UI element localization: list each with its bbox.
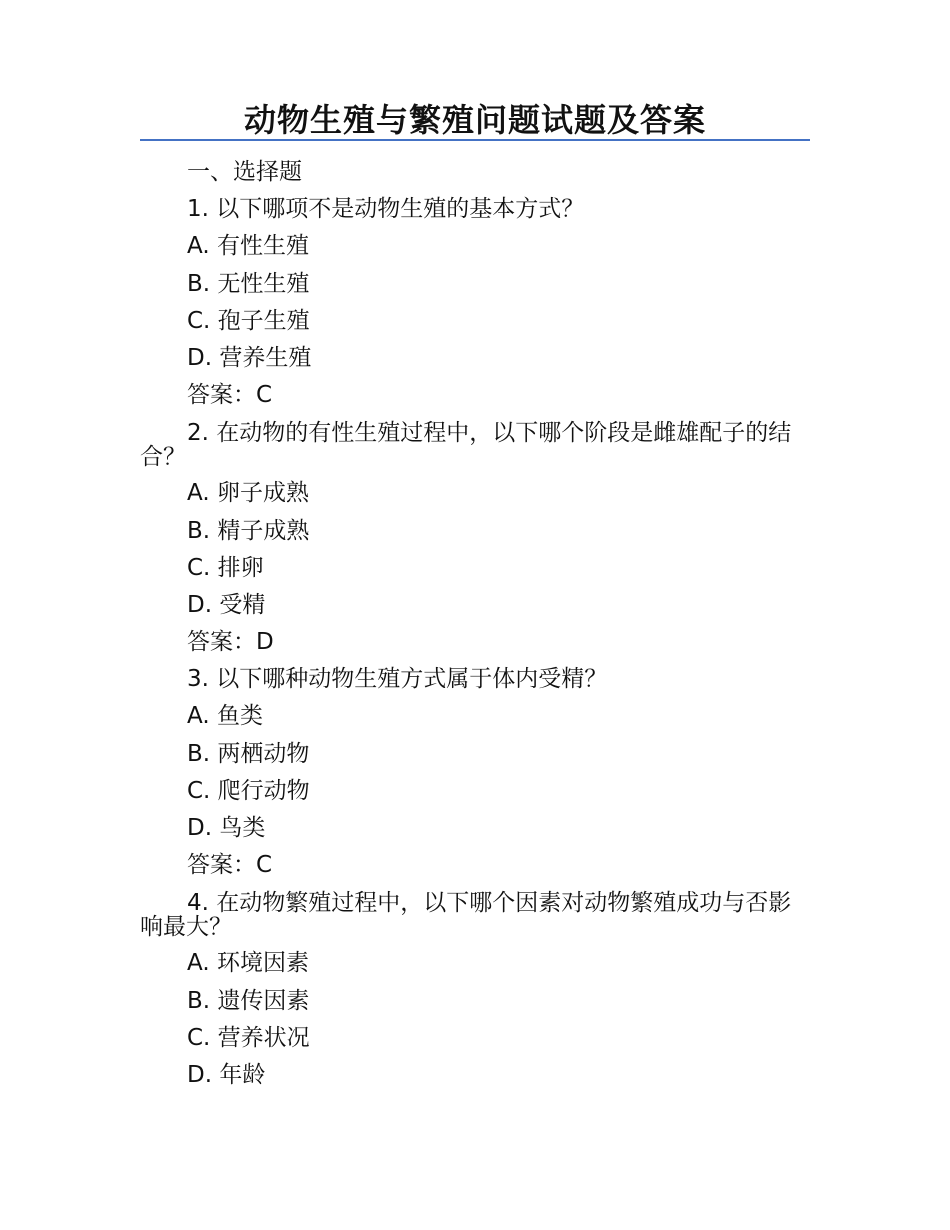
option-b: B. 遗传因素 [187,987,310,1014]
option-c: C. 孢子生殖 [187,307,310,334]
document-body [140,154,810,1094]
question-stem: 1. 以下哪项不是动物生殖的基本方式？ [187,196,585,223]
title-underline [140,139,810,141]
option-d: D. 年龄 [187,1061,266,1088]
question-2 [140,421,810,661]
section-heading: 一、选择题 [187,159,302,185]
question-3 [140,661,810,884]
question-stem: 2. 在动物的有性生殖过程中，以下哪个阶段是雌雄配子的结合？ [140,420,792,471]
option-c: C. 营养状况 [187,1024,310,1051]
option-a: A. 有性生殖 [187,233,309,260]
option-d: D. 营养生殖 [187,344,312,371]
option-a: A. 卵子成熟 [187,480,309,507]
answer-line: 答案：C [187,382,273,409]
question-stem: 3. 以下哪种动物生殖方式属于体内受精？ [187,666,608,693]
option-c: C. 排卵 [187,554,264,581]
question-1 [140,191,810,414]
option-b: B. 精子成熟 [187,517,310,544]
option-d: D. 鸟类 [187,815,266,841]
question-stem: 4. 在动物繁殖过程中，以下哪个因素对动物繁殖成功与否影响最大？ [140,890,792,941]
question-4 [140,891,810,1094]
document-title: 动物生殖与繁殖问题试题及答案 [243,101,706,139]
option-d: D. 受精 [187,591,266,618]
answer-line: 答案：D [187,629,274,656]
option-a: A. 鱼类 [187,703,263,730]
option-a: A. 环境因素 [187,950,309,977]
option-b: B. 两栖动物 [187,740,310,767]
option-b: B. 无性生殖 [187,270,310,297]
option-c: C. 爬行动物 [187,777,310,804]
answer-line: 答案：C [187,852,273,879]
